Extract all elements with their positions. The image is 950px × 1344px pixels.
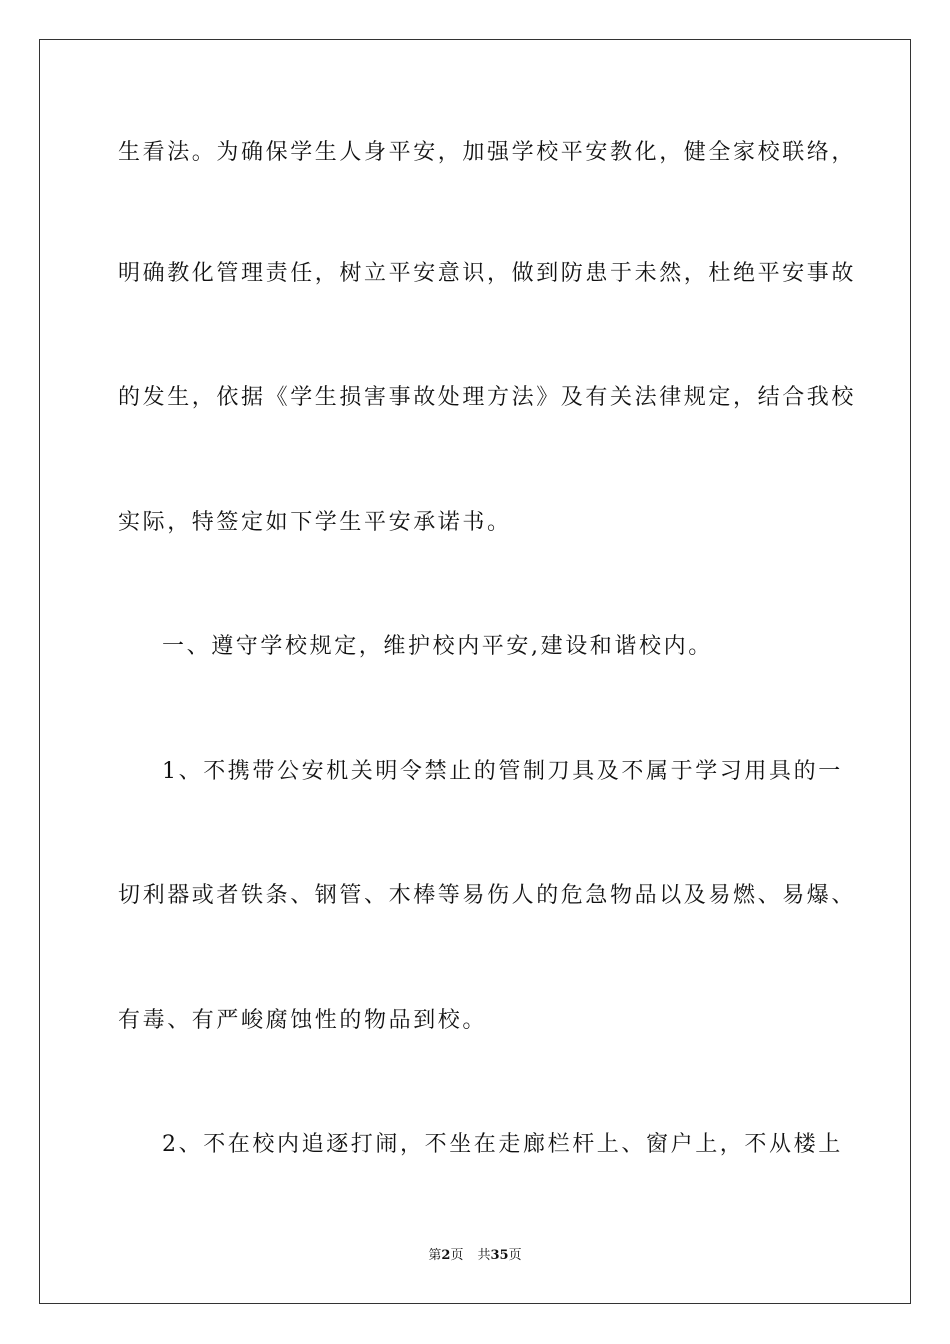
footer-page-prefix: 第 [428, 1248, 442, 1263]
clause-1-line-1: 1、不携带公安机关明令禁止的管制刀具及不属于学习用具的一 [162, 759, 843, 784]
footer-total-suffix: 页 [508, 1248, 522, 1263]
body-line-2: 明确教化管理责任，树立平安意识，做到防患于未然，杜绝平安事故 [118, 261, 857, 286]
footer-page-number: 2 [441, 1248, 451, 1263]
body-line-4: 实际，特签定如下学生平安承诺书。 [118, 510, 512, 535]
footer-total-prefix: 共 [477, 1248, 491, 1263]
clause-1-line-2: 切利器或者铁条、钢管、木棒等易伤人的危急物品以及易燃、易爆、 [118, 883, 857, 908]
page-footer [0, 1247, 950, 1265]
page-border [39, 39, 911, 1304]
clause-2-line-1: 2、不在校内追逐打闹，不坐在走廊栏杆上、窗户上，不从楼上 [162, 1132, 843, 1157]
footer-total-pages: 35 [490, 1248, 509, 1263]
clause-1-line-3: 有毒、有严峻腐蚀性的物品到校。 [118, 1008, 488, 1033]
section-heading-1: 一、遵守学校规定，维护校内平安,建设和谐校内。 [162, 634, 713, 659]
body-line-1: 生看法。为确保学生人身平安，加强学校平安教化，健全家校联络， [118, 140, 857, 165]
footer-page-suffix: 页 [450, 1248, 464, 1263]
body-line-3: 的发生，依据《学生损害事故处理方法》及有关法律规定，结合我校 [118, 385, 857, 410]
